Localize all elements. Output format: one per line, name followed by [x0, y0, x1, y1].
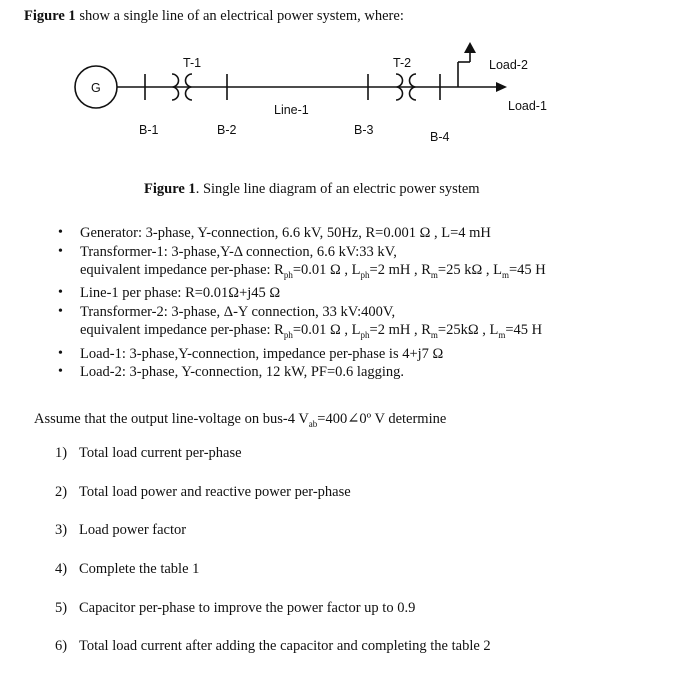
figure-caption — [144, 181, 480, 198]
task-4: 4) Complete the table 1 — [55, 561, 200, 577]
task-3: 3) Load power factor — [55, 522, 187, 538]
spec-generator: • Generator: 3-phase, Y-connection, 6.6 kV, 50Hz, R=0.001 Ω , L=4 mH — [52, 224, 692, 243]
load-2-label: Load-2 — [489, 58, 528, 72]
spec-load-1: • Load-1: 3-phase,Y-connection, impedance per-phase is 4+j7 Ω — [52, 345, 692, 364]
figure-reference: Figure 1 — [24, 8, 76, 24]
caption-text: . Single line diagram of an electric power system — [195, 181, 480, 197]
task-1: 1) Total load current per-phase — [55, 445, 242, 461]
bus-1-label: B-1 — [139, 123, 159, 137]
spec-load-2: • Load-2: 3-phase, Y-connection, 12 kW, PF=0.6 lagging. — [52, 363, 692, 382]
spec-line-1: • Line-1 per phase: R=0.01Ω+j45 Ω — [52, 284, 692, 303]
bus-2-label: B-2 — [217, 123, 237, 137]
load-2-arrow-head — [464, 42, 476, 53]
generator-label: G — [91, 81, 101, 95]
line-1-label: Line-1 — [274, 103, 309, 117]
spec-transformer-2: • Transformer-2: 3-phase, Δ-Y connection, 33 kV:400V, equivalent impedance per-phase: $R_{ph}=0.01$ Ω , $L_{ph}=2$ mH , $R_m=25k\Omega$ , $L_m=45$ H — [52, 303, 692, 345]
task-2: 2) Total load power and reactive power per-phase — [55, 484, 351, 500]
intro-text — [24, 8, 404, 25]
intro-body: show a single line of an electrical power system, where: — [75, 8, 404, 24]
transformer-1-label: T-1 — [183, 56, 202, 70]
caption-label: Figure 1 — [144, 181, 196, 197]
bus-4-label: B-4 — [430, 130, 450, 144]
load-1-label: Load-1 — [508, 99, 547, 113]
bus-3-label: B-3 — [354, 123, 374, 137]
task-6: 6) Total load current after adding the capacitor and completing the table 2 — [55, 638, 491, 654]
assumption-text: Assume that the output line-voltage on bus-4 $V_{ab}=400\angle 0º$ V determine — [34, 411, 447, 429]
load-1-arrow-head — [496, 82, 507, 92]
single-line-diagram — [0, 40, 700, 160]
task-5: 5) Capacitor per-phase to improve the power factor up to 0.9 — [55, 600, 416, 616]
spec-transformer-1: • Transformer-1: 3-phase,Y-Δ connection, 6.6 kV:33 kV, equivalent impedance per-phase: $R_{ph}=0.01$ Ω , $L_{ph}=2$ mH , $R_m=25$ kΩ , $L_m=45$ H — [52, 243, 692, 285]
transformer-2-label: T-2 — [393, 56, 412, 70]
system-spec-list — [52, 224, 692, 382]
